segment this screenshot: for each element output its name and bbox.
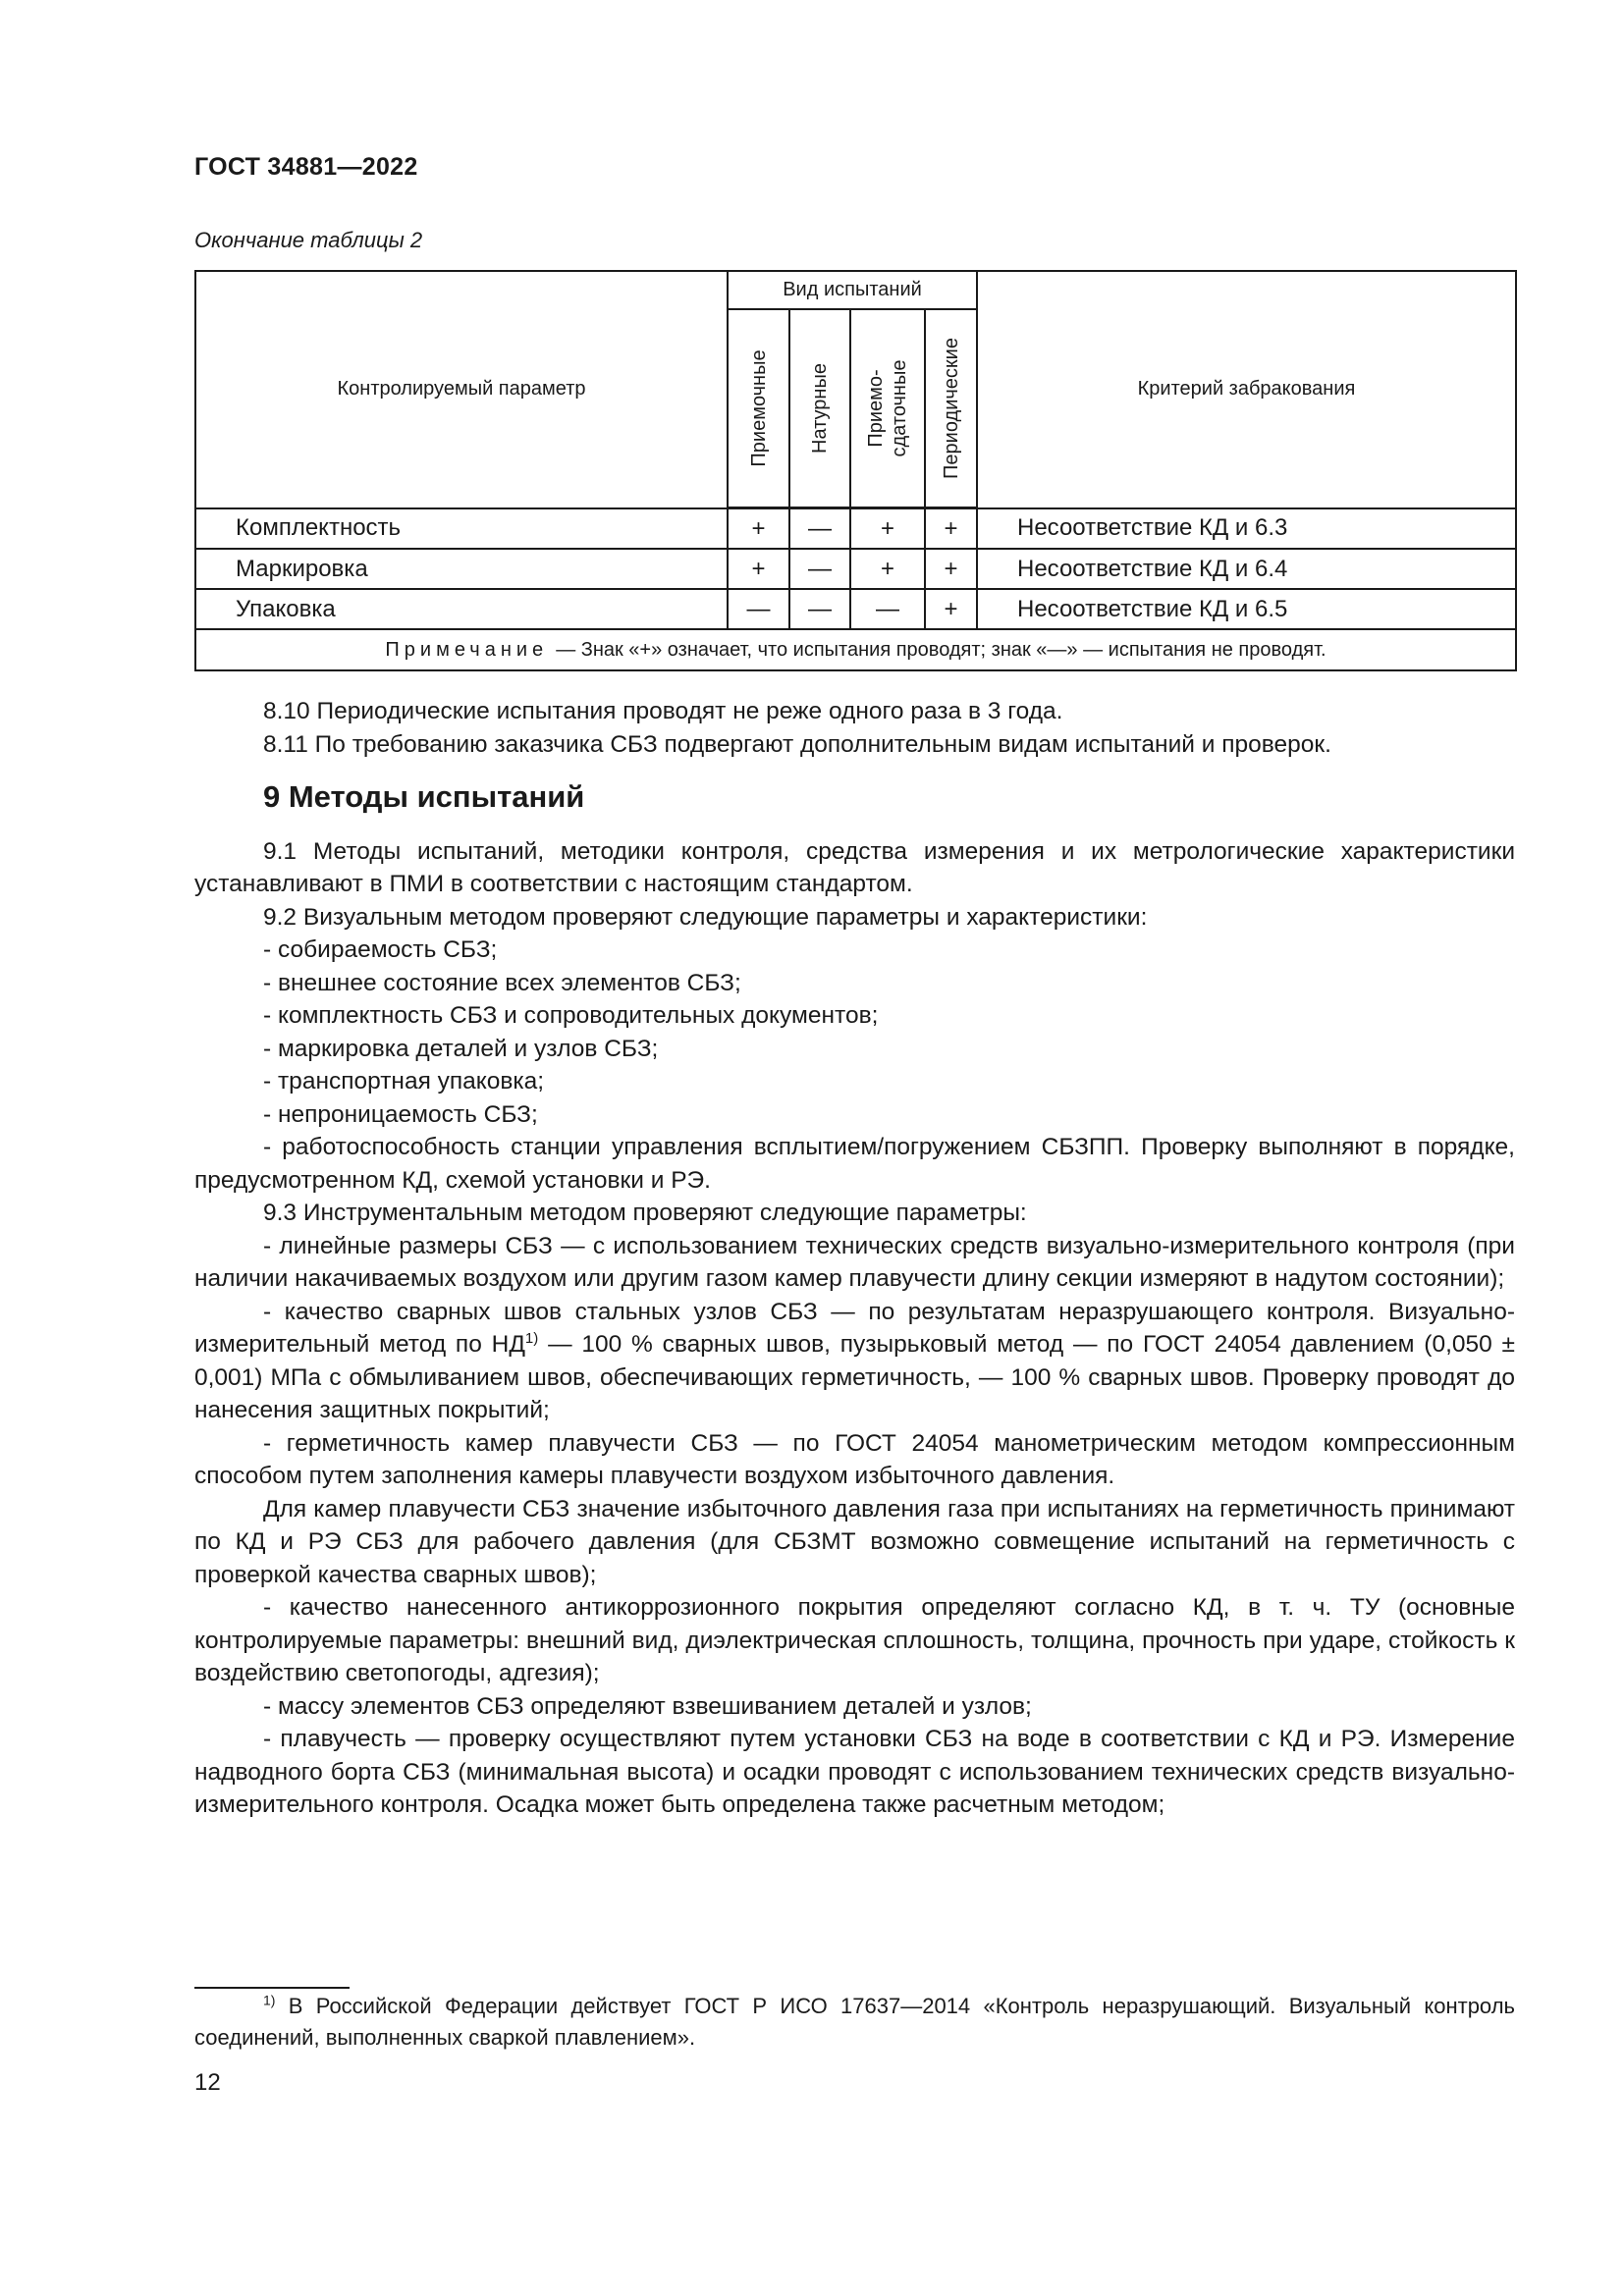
note-label: Примечание: [385, 638, 549, 661]
header-criterion: Критерий забракования: [977, 271, 1516, 508]
table-header-row-1: [195, 271, 1516, 309]
header-col-delivery: [850, 309, 925, 508]
table-row: [195, 508, 1516, 550]
table-note-row: [195, 629, 1516, 670]
header-col-delivery-label: [864, 360, 911, 457]
list-item: - внешнее состояние всех элементов СБЗ;: [263, 969, 741, 996]
row-param: Маркировка: [195, 549, 728, 589]
body-text: [194, 695, 1515, 1822]
list-item: - линейные размеры СБЗ — с использованием технических средств визуально-измерительного контроля (при наличии накачиваемых воздухом или другим газом камер плавучести длину секции измеряют в надутом состоянии);: [194, 1232, 1515, 1292]
paragraph-pressure: Для камер плавучести СБЗ значение избыточного давления газа при испытаниях на герметичность принимают по КД и РЭ СБЗ для рабочего давления (для СБЗМТ возможно совмещение испытаний на герметичность с проверкой качества сварных швов);: [194, 1495, 1515, 1588]
document-code: ГОСТ 34881—2022: [194, 153, 418, 181]
row-mark-delivery: —: [850, 589, 925, 629]
row-mark-field: —: [789, 508, 850, 550]
row-mark-acceptance: —: [728, 589, 789, 629]
paragraph-9-1: 9.1 Методы испытаний, методики контроля, средства измерения и их метрологические характеристики устанавливают в ПМИ в соответствии с настоящим стандартом.: [194, 837, 1515, 897]
header-col-field: [789, 309, 850, 508]
table-row: [195, 589, 1516, 629]
table-caption: Окончание таблицы 2: [194, 228, 423, 252]
paragraph-9-3: 9.3 Инструментальным методом проверяют следующие параметры:: [263, 1200, 1027, 1226]
list-item: - герметичность камер плавучести СБЗ — по ГОСТ 24054 манометрическим методом компрессионным способом путем заполнения камеры плавучести воздухом избыточного давления.: [194, 1429, 1515, 1489]
header-col-delivery-line1: Приемо-: [865, 369, 887, 448]
footnote-reference[interactable]: 1): [524, 1329, 539, 1347]
row-mark-periodic: +: [925, 508, 977, 550]
row-criterion: Несоответствие КД и 6.4: [977, 549, 1516, 589]
table-note: [195, 629, 1516, 670]
list-item-welds: [194, 1296, 1515, 1427]
list-item: - транспортная упаковка;: [263, 1068, 545, 1095]
list-item: - собираемость СБЗ;: [263, 936, 498, 963]
table-row: [195, 549, 1516, 589]
footnote-mark: 1): [263, 1992, 276, 2008]
footnote: [194, 1991, 1515, 2054]
list-item: - комплектность СБЗ и сопроводительных документов;: [263, 1002, 879, 1029]
row-criterion: Несоответствие КД и 6.5: [977, 589, 1516, 629]
header-col-periodic: [925, 309, 977, 508]
header-col-field-label: Натурные: [809, 363, 831, 454]
header-col-acceptance: [728, 309, 789, 508]
header-col-delivery-line2: сдаточные: [889, 359, 910, 457]
header-test-type: Вид испытаний: [728, 271, 977, 309]
footnote-divider: [194, 1987, 350, 1989]
paragraph-8-10: 8.10 Периодические испытания проводят не реже одного раза в 3 года.: [263, 698, 1063, 724]
list-item: - непроницаемость СБЗ;: [263, 1100, 538, 1128]
row-criterion: Несоответствие КД и 6.3: [977, 508, 1516, 550]
paragraph-8-11: 8.11 По требованию заказчика СБЗ подвергают дополнительным видам испытаний и проверок.: [263, 730, 1331, 758]
row-mark-periodic: +: [925, 549, 977, 589]
row-mark-delivery: +: [850, 549, 925, 589]
row-mark-acceptance: +: [728, 549, 789, 589]
header-col-periodic-label: Периодические: [940, 338, 962, 479]
note-text: — Знак «+» означает, что испытания проводят; знак «—» — испытания не проводят.: [556, 638, 1326, 661]
row-mark-delivery: +: [850, 508, 925, 550]
list-item: - качество нанесенного антикоррозионного покрытия определяют согласно КД, в т. ч. ТУ (основные контролируемые параметры: внешний вид, диэлектрическая сплошность, толщина, прочность при ударе, стойкость к воздействию светопогоды, адгезия);: [194, 1594, 1515, 1686]
welds-text-end: — 100 % сварных швов, пузырьковый метод — по ГОСТ 24054 давлением (0,050 ± 0,001) МПа с обмыливанием швов, обеспечивающих герметичность, — 100 % сварных швов. Проверку проводят до нанесения защитных покрытий;: [194, 1331, 1515, 1423]
header-param: Контролируемый параметр: [195, 271, 728, 508]
row-param: Комплектность: [195, 508, 728, 550]
tests-table: [194, 270, 1517, 671]
row-mark-acceptance: +: [728, 508, 789, 550]
row-mark-field: —: [789, 549, 850, 589]
list-item: - массу элементов СБЗ определяют взвешиванием деталей и узлов;: [263, 1692, 1032, 1720]
paragraph-9-2: 9.2 Визуальным методом проверяют следующие параметры и характеристики:: [263, 903, 1148, 931]
list-item: - маркировка деталей и узлов СБЗ;: [263, 1035, 659, 1062]
row-mark-field: —: [789, 589, 850, 629]
section-heading-9: 9 Методы испытаний: [263, 779, 585, 814]
row-param: Упаковка: [195, 589, 728, 629]
list-item: - работоспособность станции управления всплытием/погружением СБЗПП. Проверку выполняют в порядке, предусмотренном КД, схемой установки и РЭ.: [194, 1134, 1515, 1194]
page-number: 12: [194, 2069, 221, 2096]
footnote-text: В Российской Федерации действует ГОСТ Р ИСО 17637—2014 «Контроль неразрушающий. Визуальный контроль соединений, выполненных сваркой плавлением».: [194, 1994, 1515, 2050]
welds-text-start: - качество сварных швов стальных узлов СБЗ — по результатам неразрушающего контроля. Визуально-измерительный метод по НД: [194, 1298, 1515, 1358]
row-mark-periodic: +: [925, 589, 977, 629]
header-col-acceptance-label: Приемочные: [747, 349, 770, 467]
list-item: - плавучесть — проверку осуществляют путем установки СБЗ на воде в соответствии с КД и РЭ. Измерение надводного борта СБЗ (минимальная высота) и осадки проводят с использованием технических средств визуально-измерительного контроля. Осадка может быть определена также расчетным методом;: [194, 1726, 1515, 1818]
